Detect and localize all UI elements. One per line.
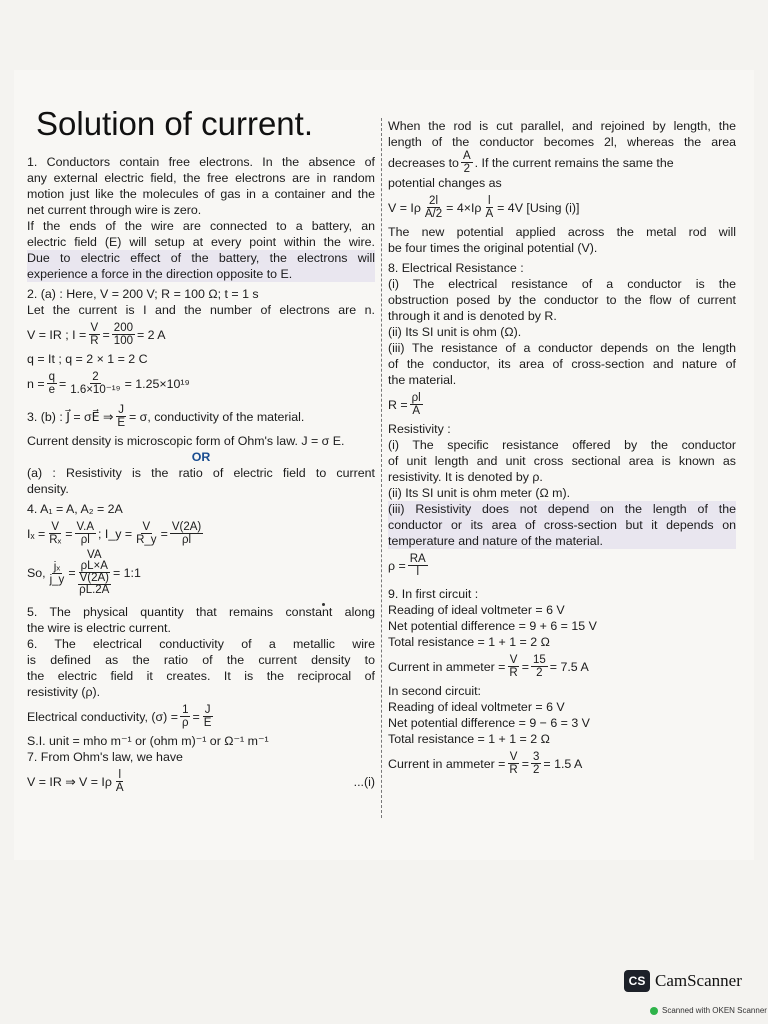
right-column (388, 118, 736, 776)
or-separator: OR (191, 450, 211, 464)
column-divider (381, 118, 382, 818)
answer-1: 1. Conductors contain free electrons. In the absence of any external electric field, the free electrons are in random motion just like the molecules of gas in a container and the net current through wire is zero. If the ends of the wire are connected to a battery, an electric field (E) will setup at every point within the wire. Due to electric effect of the battery, the electrons will experience a force in the direction opposite to E. (27, 155, 375, 281)
camscanner-badge-icon: CS (624, 970, 650, 992)
camscanner-logo (624, 970, 742, 992)
answer-5: 5. The physical quantity that remains constant along the wire is electric current. (27, 605, 375, 635)
answer-8: 8. Electrical Resistance : (i) The electrical resistance of a conductor is the obstruction posed by the conductor to the flow of current through it and is denoted by R. (ii) Its SI unit is ohm (Ω). (iii) The resistance of a conductor depends on the length of the conductor, its area of cross-section and nature of the material. R = $\frac{\rho l}{A}$ (388, 261, 736, 417)
answer-6: 6. The electrical conductivity of a metallic wire is defined as the ratio of the current density to the electric field it creates. It is the reciprocal of resistivity (ρ). Electrical conductivity, (σ) = $\frac{1}{\rho}$ = $\frac{J}{E}$ S.I. unit = mho m⁻¹ or (ohm m)⁻¹ or Ω⁻¹ m⁻¹ (27, 637, 375, 748)
resistivity-section: Resistivity : (i) The specific resistance offered by the conductor of unit length and unit cross sectional area is known as resistivity. It is denoted by ρ. (ii) Its SI unit is ohm meter (Ω m). (iii) Resistivity does not depend on the length of the conductor or its area of cross-section but it depends on temperature and nature of the material. ρ = $\frac{RA}{l}$ (388, 422, 736, 578)
scanner-footer-text: Scanned with OKEN Scanner (662, 1006, 767, 1015)
page-title: Solution of current. (36, 105, 313, 142)
oken-logo-icon (650, 1007, 658, 1015)
answer-2: 2. (a) : Here, V = 200 V; R = 100 Ω; t = 1 s Let the current is I and the number of electrons are n. V = IR ; I = $\frac{V}{R}$ = $\frac{200}{100}$ = 2 A q = It ; q = 2 × 1 = 2 C n = $\frac{q}{e}$ = $\frac{2}{\text{1.6×10⁻¹⁹}}$ = 1.25×10¹⁹ (27, 287, 375, 396)
answer-7: 7. From Ohm's law, we have V = IR ⇒ V = Iρ $\frac{l}{A}$ ...(i) (27, 750, 375, 794)
answer-9: 9. In first circuit : Reading of ideal voltmeter = 6 V Net potential difference = 9 + 6 = 15 V Total resistance = 1 + 1 = 2 Ω Current in ammeter = $\frac{V}{R}$ = $\frac{15}{2}$ = 7.5 A In second circuit: Reading of ideal voltmeter = 6 V Net potential difference = 9 − 6 = 3 V Total resistance = 1 + 1 = 2 Ω Current in ammeter = $\frac{V}{R}$ = $\frac{3}{2}$ = 1.5 A (388, 587, 597, 776)
equation-ohm: V = IR ; I = $\frac{V}{R}$ = $\frac{200}{100}$ = 2 A (27, 322, 166, 347)
left-column (27, 154, 375, 794)
answer-4: 4. A₁ = A, A₂ = 2A Iₓ = $\frac{V}{\text{Rₓ}}$ = $\frac{V.A}{\rho l}$ ; I_y = $\frac{V}{R\_y}$ = $\frac{V(2A)}{\rho l}$ So, $\frac{\text{jₓ}}{j\_y}$ = VA ρL×A V(2A) ρL.2A = 1:1 (27, 502, 202, 596)
equation-electrons: n = $\frac{q}{e}$ = $\frac{2}{\text{1.6×10⁻¹⁹}}$ = 1.25×10¹⁹ (27, 371, 190, 396)
answer-3: 3. (b) : J⃗ = σE⃗ ⇒ $\frac{J}{E}$ = σ, conductivity of the material. Current density is microscopic form of Ohm's law. J = σ E. OR (a) : Resistivity is the ratio of electric field to current density. (27, 404, 375, 496)
answer-7-continued: When the rod is cut parallel, and rejoined by length, the length of the conductor becomes 2l, whereas the area decreases to $\frac{A}{2}$ . If the current remains the same the potential changes as V = Iρ $\frac{2l}{A/2}$ = 4×Iρ $\frac{l}{A}$ = 4V [Using (i)] The new potential applied across the metal rod will be four times the original potential (V). (388, 119, 736, 255)
camscanner-wordmark: CamScanner (655, 971, 742, 990)
scanner-footer (650, 1006, 767, 1015)
